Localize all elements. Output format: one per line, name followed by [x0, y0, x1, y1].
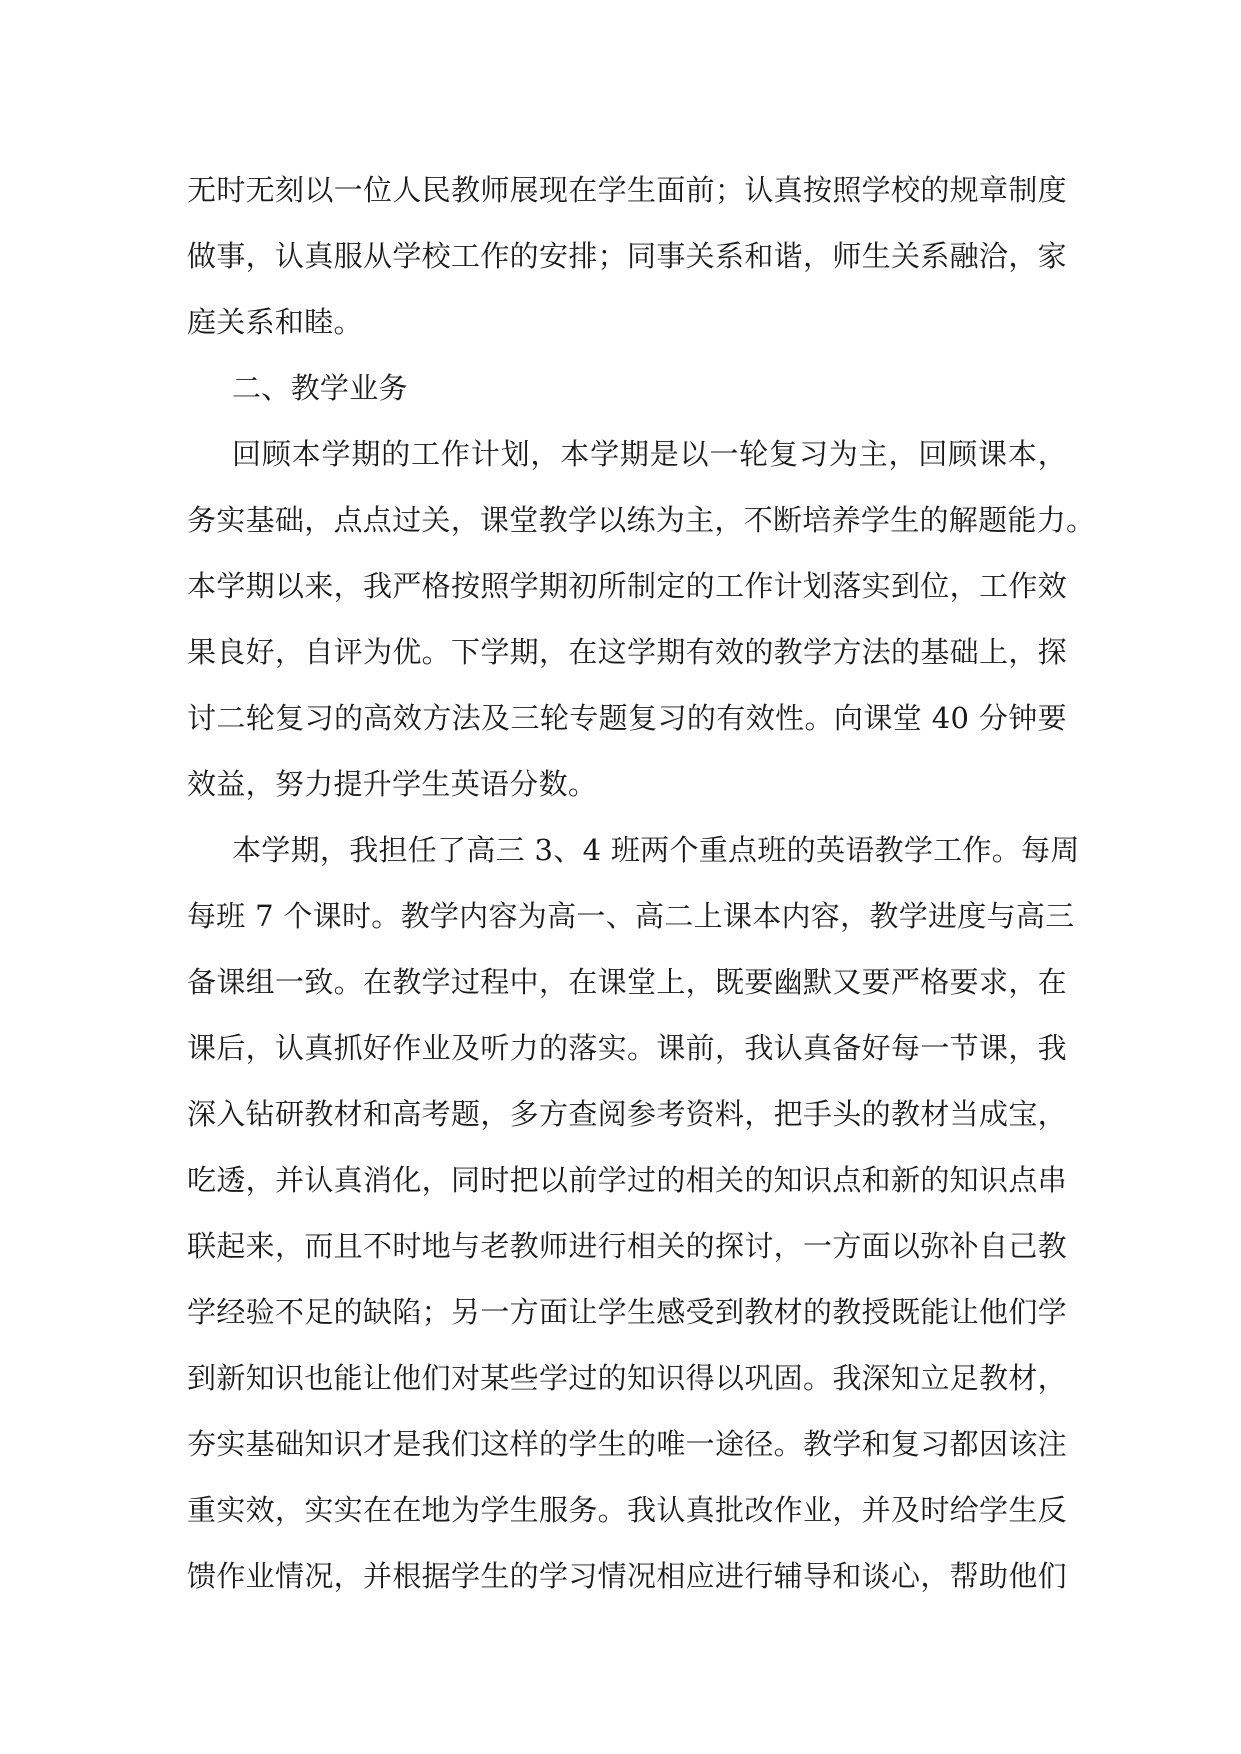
text-line: 无时无刻以一位人民教师展现在学生面前；认真按照学校的规章制度 — [187, 173, 1067, 207]
text-line: 效益，努力提升学生英语分数。 — [187, 767, 598, 801]
text-line: 馈作业情况，并根据学生的学习情况相应进行辅导和谈心，帮助他们 — [187, 1559, 1067, 1593]
text-line: 到新知识也能让他们对某些学过的知识得以巩固。我深知立足教材， — [187, 1361, 1067, 1395]
paragraph-review — [187, 421, 1096, 817]
text-line: 联起来，而且不时地与老教师进行相关的探讨，一方面以弥补自己教 — [187, 1229, 1067, 1263]
text-line: 本学期以来，我严格按照学期初所制定的工作计划落实到位，工作效 — [187, 569, 1067, 603]
section-heading-text: 二、教学业务 — [232, 371, 408, 405]
text-line: 回顾本学期的工作计划，本学期是以一轮复习为主，回顾课本， — [232, 437, 1067, 471]
text-line: 深入钻研教材和高考题，多方查阅参考资料，把手头的教材当成宝， — [187, 1097, 1067, 1131]
text-line: 果良好，自评为优。下学期，在这学期有效的教学方法的基础上，探 — [187, 635, 1067, 669]
text-line: 每班 7 个课时。教学内容为高一、高二上课本内容，教学进度与高三 — [187, 899, 1075, 933]
text-line: 务实基础，点点过关，课堂教学以练为主，不断培养学生的解题能力。 — [187, 503, 1096, 537]
document-body — [187, 157, 1096, 1609]
text-line: 讨二轮复习的高效方法及三轮专题复习的有效性。向课堂 40 分钟要 — [187, 701, 1067, 735]
text-line: 吃透，并认真消化，同时把以前学过的相关的知识点和新的知识点串 — [187, 1163, 1067, 1197]
paragraph-conduct — [187, 157, 1067, 355]
text-line: 做事，认真服从学校工作的安排；同事关系和谐，师生关系融洽，家 — [187, 239, 1067, 273]
text-line: 学经验不足的缺陷；另一方面让学生感受到教材的教授既能让他们学 — [187, 1295, 1067, 1329]
paragraph-teaching — [187, 817, 1080, 1609]
text-line: 庭关系和睦。 — [187, 305, 363, 339]
text-line: 备课组一致。在教学过程中，在课堂上，既要幽默又要严格要求，在 — [187, 965, 1067, 999]
text-line: 本学期，我担任了高三 3、4 班两个重点班的英语教学工作。每周 — [232, 833, 1080, 867]
text-line: 夯实基础知识才是我们这样的学生的唯一途径。教学和复习都因该注 — [187, 1427, 1067, 1461]
text-line: 重实效，实实在在地为学生服务。我认真批改作业，并及时给学生反 — [187, 1493, 1067, 1527]
section-heading — [187, 355, 1067, 421]
text-line: 课后，认真抓好作业及听力的落实。课前，我认真备好每一节课，我 — [187, 1031, 1067, 1065]
